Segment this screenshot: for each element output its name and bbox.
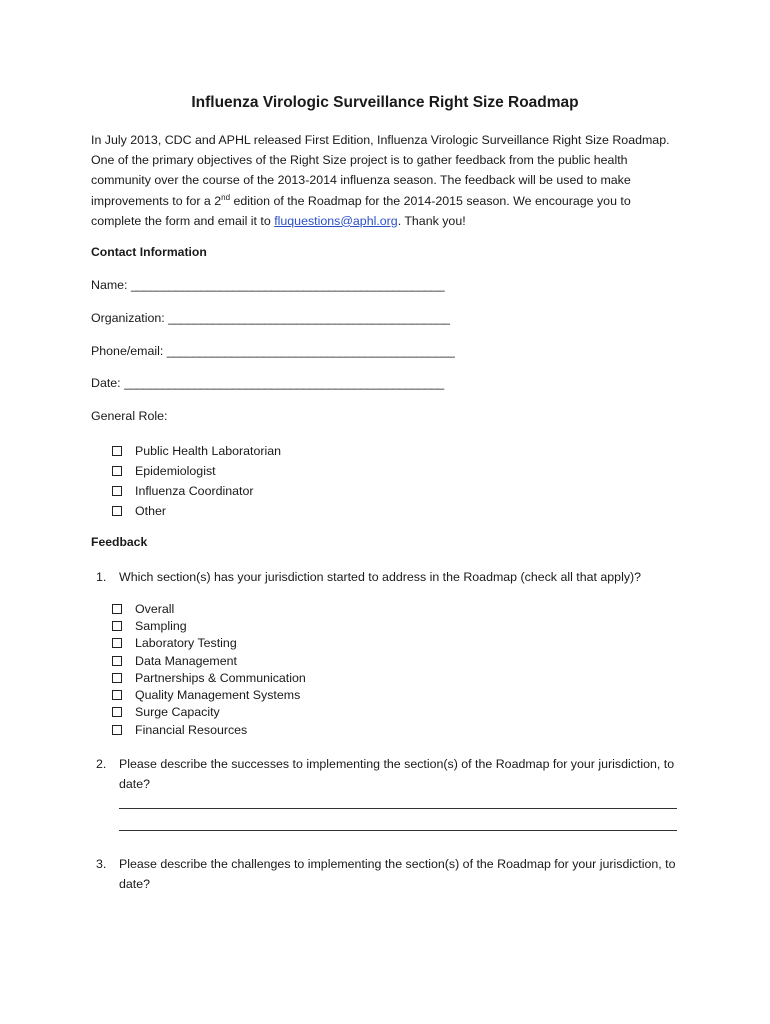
checkbox[interactable] bbox=[112, 673, 122, 683]
checkbox[interactable] bbox=[112, 690, 122, 700]
feedback-heading: Feedback bbox=[91, 535, 148, 549]
section-option[interactable] bbox=[112, 600, 306, 617]
question-number: 1. bbox=[96, 570, 107, 584]
section-option[interactable] bbox=[112, 652, 306, 669]
role-option[interactable] bbox=[112, 481, 281, 501]
role-option[interactable] bbox=[112, 501, 281, 521]
section-option-label: Overall bbox=[135, 601, 175, 616]
section-option[interactable] bbox=[112, 669, 306, 686]
section-option-label: Partnerships & Communication bbox=[135, 670, 306, 685]
section-option-label: Quality Management Systems bbox=[135, 688, 301, 703]
intro-line: One of the primary objectives of the Right Size project is to gather feedback from the public health bbox=[91, 153, 628, 168]
contact-heading: Contact Information bbox=[91, 245, 207, 259]
question-3 bbox=[96, 854, 706, 894]
checkbox[interactable] bbox=[112, 621, 122, 631]
checkbox[interactable] bbox=[112, 506, 122, 516]
section-option-label: Surge Capacity bbox=[135, 705, 220, 720]
section-option-label: Sampling bbox=[135, 618, 187, 633]
intro-line bbox=[91, 211, 691, 231]
phone-email-blank-line[interactable]: _____________________________________________ bbox=[166, 344, 455, 358]
date-field[interactable] bbox=[91, 376, 444, 390]
section-checklist bbox=[112, 600, 306, 738]
section-option-label: Financial Resources bbox=[135, 722, 248, 737]
document-title: Influenza Virologic Surveillance Right Size Roadmap bbox=[191, 94, 579, 111]
question-1 bbox=[96, 567, 706, 587]
section-option-label: Data Management bbox=[135, 653, 237, 668]
organization-label: Organization: bbox=[91, 311, 169, 325]
phone-email-field[interactable] bbox=[91, 344, 454, 358]
intro-text: complete the form and email it to bbox=[91, 213, 275, 228]
intro-line: In July 2013, CDC and APHL released First Edition, Influenza Virologic Surveillance Right Size Roadmap. bbox=[91, 133, 670, 147]
question-2 bbox=[96, 754, 706, 794]
checkbox[interactable] bbox=[112, 707, 122, 717]
organization-field[interactable] bbox=[91, 311, 449, 325]
question-text: Please describe the challenges to implementing the section(s) of the Roadmap for your jurisdiction, to date? bbox=[119, 857, 676, 891]
intro-line bbox=[91, 191, 691, 211]
role-checklist bbox=[112, 441, 281, 521]
role-option-label: Other bbox=[135, 504, 166, 518]
role-option-label: Influenza Coordinator bbox=[135, 484, 254, 498]
name-field[interactable] bbox=[91, 278, 444, 292]
question-number: 2. bbox=[96, 757, 107, 771]
question-text: Please describe the successes to implementing the section(s) of the Roadmap for your jurisdiction, to date? bbox=[119, 757, 675, 791]
section-option-label: Laboratory Testing bbox=[135, 636, 237, 651]
date-label: Date: bbox=[91, 376, 125, 390]
general-role-label: General Role: bbox=[91, 409, 168, 423]
checkbox[interactable] bbox=[112, 446, 122, 456]
name-blank-line[interactable]: _________________________________________________ bbox=[130, 278, 445, 292]
answer-line[interactable] bbox=[119, 830, 677, 831]
name-label: Name: bbox=[91, 278, 131, 292]
role-option-label: Public Health Laboratorian bbox=[135, 444, 282, 458]
checkbox[interactable] bbox=[112, 466, 122, 476]
section-option[interactable] bbox=[112, 635, 306, 652]
phone-email-label: Phone/email: bbox=[91, 344, 167, 358]
section-option[interactable] bbox=[112, 617, 306, 634]
ordinal-suffix: nd bbox=[221, 192, 231, 202]
checkbox[interactable] bbox=[112, 656, 122, 666]
date-blank-line[interactable]: __________________________________________________ bbox=[124, 376, 444, 390]
checkbox[interactable] bbox=[112, 486, 122, 496]
section-option[interactable] bbox=[112, 686, 306, 703]
question-text: Which section(s) has your jurisdiction started to address in the Roadmap (check all that apply)? bbox=[119, 570, 642, 584]
role-option[interactable] bbox=[112, 441, 281, 461]
question-number: 3. bbox=[96, 857, 107, 871]
checkbox[interactable] bbox=[112, 638, 122, 648]
email-link[interactable]: fluquestions@aphl.org bbox=[274, 213, 398, 228]
checkbox[interactable] bbox=[112, 604, 122, 614]
role-option-label: Epidemiologist bbox=[135, 464, 216, 478]
checkbox[interactable] bbox=[112, 725, 122, 735]
intro-paragraph bbox=[91, 130, 691, 231]
intro-text: improvements to for a 2 bbox=[91, 193, 222, 208]
answer-line[interactable] bbox=[119, 808, 677, 809]
section-option[interactable] bbox=[112, 704, 306, 721]
intro-line: community over the course of the 2013-2014 influenza season. The feedback will be used to make bbox=[91, 173, 631, 188]
intro-text: . Thank you! bbox=[397, 213, 466, 228]
organization-blank-line[interactable]: ____________________________________________ bbox=[168, 311, 450, 325]
section-option[interactable] bbox=[112, 721, 306, 738]
intro-text: edition of the Roadmap for the 2014-2015 season. We encourage you to bbox=[230, 193, 631, 208]
role-option[interactable] bbox=[112, 461, 281, 481]
